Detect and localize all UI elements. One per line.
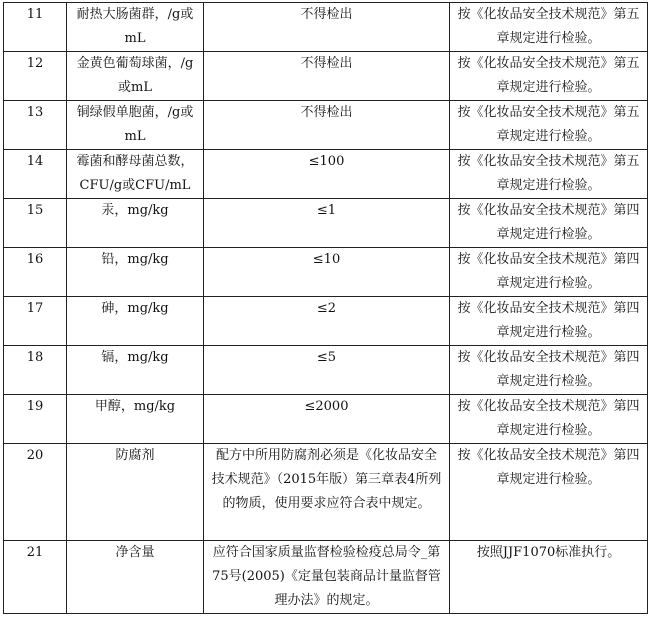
row-number: 13: [4, 101, 67, 150]
row-number: 17: [4, 297, 67, 346]
row-number: 15: [4, 199, 67, 248]
test-method: 按《化妆品安全技术规范》第四章规定进行检验。: [450, 297, 648, 346]
requirement: ≤2: [204, 297, 450, 346]
table-row: [4, 297, 648, 346]
table-row: [4, 52, 648, 101]
test-method: 按《化妆品安全技术规范》第五章规定进行检验。: [450, 52, 648, 101]
requirement: 不得检出: [204, 3, 450, 52]
row-number: 21: [4, 541, 67, 614]
row-number: 20: [4, 444, 67, 541]
test-method: 按《化妆品安全技术规范》第四章规定进行检验。: [450, 248, 648, 297]
item-name: 净含量: [67, 541, 204, 614]
test-method: 按《化妆品安全技术规范》第五章规定进行检验。: [450, 150, 648, 199]
requirement: ≤100: [204, 150, 450, 199]
spec-table: [3, 2, 648, 614]
table-row: [4, 248, 648, 297]
row-number: 16: [4, 248, 67, 297]
requirement: ≤2000: [204, 395, 450, 444]
table-row: [4, 444, 648, 541]
test-method: 按《化妆品安全技术规范》第四章规定进行检验。: [450, 199, 648, 248]
table-row: [4, 3, 648, 52]
item-name: 铅，mg/kg: [67, 248, 204, 297]
requirement: ≤10: [204, 248, 450, 297]
requirement: 不得检出: [204, 52, 450, 101]
item-name: 耐热大肠菌群，/g或mL: [67, 3, 204, 52]
item-name: 金黄色葡萄球菌，/g或mL: [67, 52, 204, 101]
item-name: 砷，mg/kg: [67, 297, 204, 346]
row-number: 18: [4, 346, 67, 395]
table-row: [4, 346, 648, 395]
test-method: 按《化妆品安全技术规范》第五章规定进行检验。: [450, 3, 648, 52]
row-number: 11: [4, 3, 67, 52]
test-method: 按《化妆品安全技术规范》第四章规定进行检验。: [450, 346, 648, 395]
table-row: [4, 150, 648, 199]
row-number: 19: [4, 395, 67, 444]
row-number: 12: [4, 52, 67, 101]
test-method: 按《化妆品安全技术规范》第四章规定进行检验。: [450, 444, 648, 541]
table-row: [4, 541, 648, 614]
requirement: 不得检出: [204, 101, 450, 150]
item-name: 甲醇，mg/kg: [67, 395, 204, 444]
requirement: 配方中所用防腐剂必须是《化妆品安全技术规范》（2015年版）第三章表4所列的物质，使用要求应符合表中规定。: [204, 444, 450, 541]
table-row: [4, 101, 648, 150]
test-method: 按《化妆品安全技术规范》第五章规定进行检验。: [450, 101, 648, 150]
row-number: 14: [4, 150, 67, 199]
requirement: 应符合国家质量监督检验检疫总局令_第75号(2005)《定量包装商品计量监督管理办法》的规定。: [204, 541, 450, 614]
requirement: ≤1: [204, 199, 450, 248]
item-name: 镉，mg/kg: [67, 346, 204, 395]
item-name: 铜绿假单胞菌，/g或mL: [67, 101, 204, 150]
table-row: [4, 395, 648, 444]
test-method: 按照JJF1070标准执行。: [450, 541, 648, 614]
item-name: 霉菌和酵母菌总数，CFU/g或CFU/mL: [67, 150, 204, 199]
table-row: [4, 199, 648, 248]
test-method: 按《化妆品安全技术规范》第四章规定进行检验。: [450, 395, 648, 444]
item-name: 防腐剂: [67, 444, 204, 541]
item-name: 汞，mg/kg: [67, 199, 204, 248]
requirement: ≤5: [204, 346, 450, 395]
